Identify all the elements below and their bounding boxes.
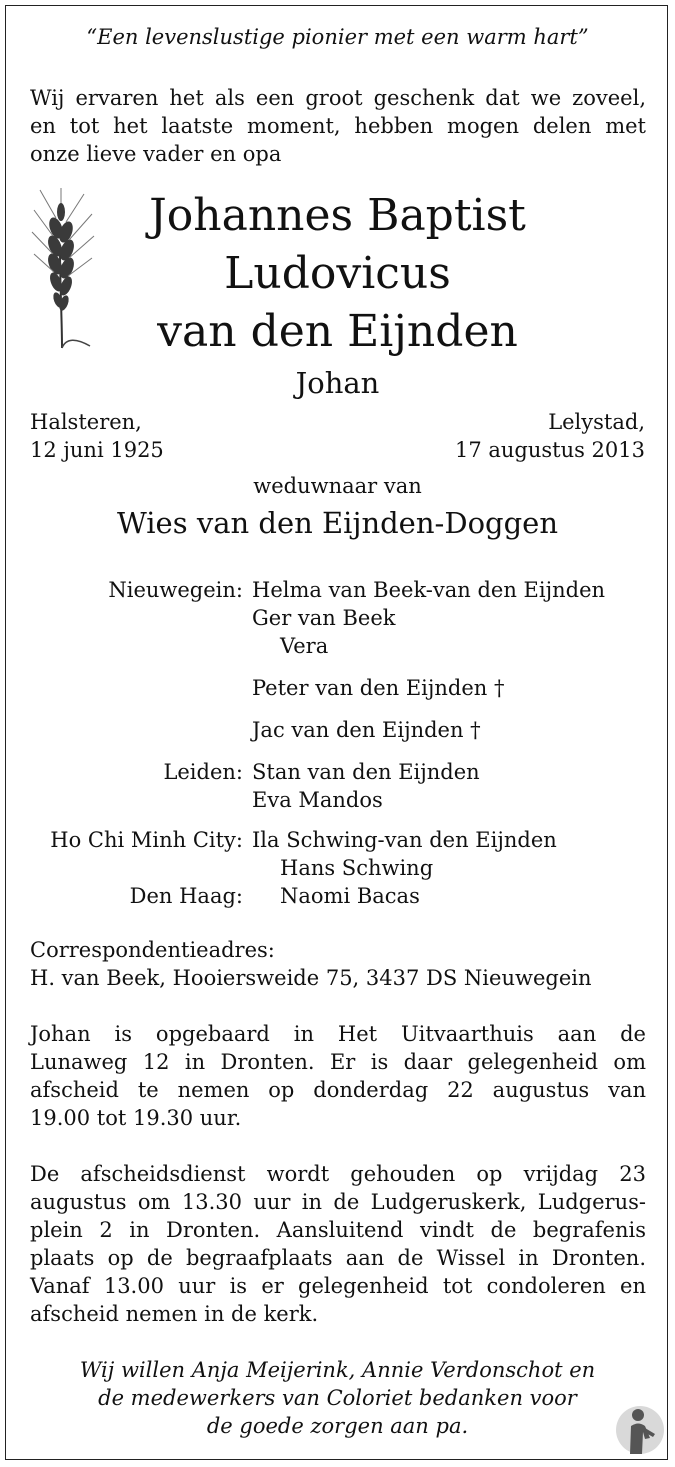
opening-quote: “Een levenslustige pionier met een warm hart” [86, 25, 589, 49]
family-member: Naomi Bacas [280, 884, 420, 908]
paragraph-line: De afscheidsdienst wordt gehouden op vrijdag 23 [30, 1162, 646, 1186]
death-place: Lelystad, [548, 410, 645, 434]
paragraph-line: plaats op de begraafplaats aan de Wissel in Dronten. [30, 1246, 646, 1270]
birth-date: 12 juni 1925 [30, 438, 164, 462]
family-member: Vera [280, 634, 329, 658]
thanks-line: de medewerkers van Coloriet bedanken voor [98, 1386, 577, 1410]
deceased-name-line: Johannes Baptist [149, 190, 526, 241]
birth-place: Halsteren, [30, 410, 142, 434]
deceased-name-line: van den Eijnden [157, 306, 518, 357]
family-member: Jac van den Eijnden † [252, 718, 481, 742]
paragraph-line: afscheid nemen in de kerk. [30, 1302, 319, 1326]
paragraph-line: plein 2 in Dronten. Aansluitend vindt de begrafenis [30, 1218, 646, 1242]
family-member: Ila Schwing-van den Eijnden [252, 828, 557, 852]
widower-label: weduwnaar van [253, 474, 422, 498]
family-member: Stan van den Eijnden [252, 760, 480, 784]
paragraph-line: Lunaweg 12 in Dronten. Er is daar gelegenheid om [30, 1050, 646, 1074]
viewing-paragraph [30, 1020, 646, 1132]
deceased-nickname: Johan [295, 366, 380, 400]
paragraph-line: Johan is opgebaard in Het Uitvaarthuis aan de [30, 1022, 646, 1046]
family-place: Nieuwegein: [108, 578, 243, 602]
family-place: Ho Chi Minh City: [50, 828, 243, 852]
paragraph-line: afscheid te nemen op donderdag 22 augustus van [30, 1078, 646, 1102]
family-place: Leiden: [163, 760, 243, 784]
intro-text [30, 84, 646, 168]
family-member: Peter van den Eijnden † [252, 676, 505, 700]
correspondence-label: Correspondentieadres: [30, 938, 275, 962]
family-member: Helma van Beek-van den Eijnden [252, 578, 606, 602]
family-member: Ger van Beek [252, 606, 396, 630]
service-paragraph [30, 1160, 646, 1328]
person-logo-icon[interactable] [615, 1404, 665, 1456]
death-date: 17 augustus 2013 [454, 438, 645, 462]
family-place: Den Haag: [129, 884, 243, 908]
deceased-name-line: Ludovicus [224, 248, 451, 299]
paragraph-line: augustus om 13.30 uur in de Ludgeruskerk, Ludgerus- [30, 1190, 646, 1214]
intro-line: en tot het laatste moment, hebben mogen delen met [30, 114, 646, 138]
spouse-name: Wies van den Eijnden-Doggen [116, 506, 559, 540]
paragraph-line: 19.00 tot 19.30 uur. [30, 1106, 242, 1130]
intro-line: Wij ervaren het als een groot geschenk dat we zoveel, [30, 86, 646, 110]
correspondence-address: H. van Beek, Hooiersweide 75, 3437 DS Nieuwegein [30, 966, 592, 990]
paragraph-line: Vanaf 13.00 uur is er gelegenheid tot condoleren en [30, 1274, 646, 1298]
family-member: Hans Schwing [280, 856, 434, 880]
intro-line: onze lieve vader en opa [30, 142, 282, 166]
thanks-line: de goede zorgen aan pa. [206, 1414, 469, 1438]
thanks-line: Wij willen Anja Meijerink, Annie Verdonschot en [79, 1358, 596, 1382]
family-member: Eva Mandos [252, 788, 383, 812]
